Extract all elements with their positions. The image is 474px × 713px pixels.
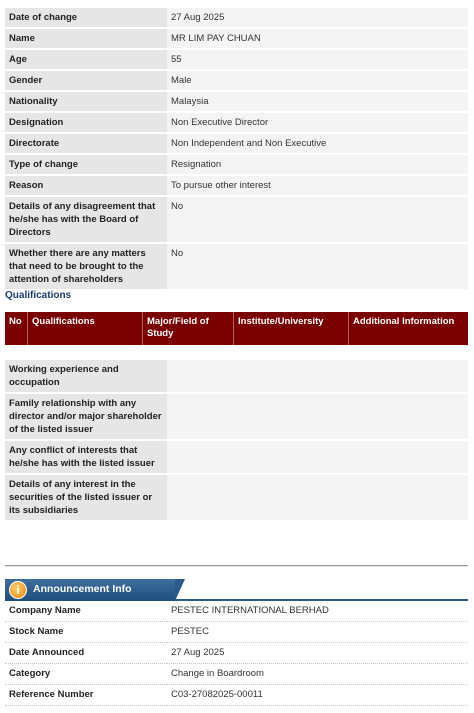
column-header-major: Major/Field of Study — [143, 312, 234, 345]
details-row — [5, 360, 468, 392]
field-value: To pursue other interest — [167, 176, 468, 195]
announcement-label: Stock Name — [5, 622, 167, 643]
field-label: Any conflict of interests that he/she has with the listed issuer — [5, 441, 167, 473]
details-row — [5, 8, 468, 27]
field-label: Whether there are any matters that need to be brought to the attention of shareholders — [5, 244, 167, 289]
field-value — [167, 441, 468, 473]
field-value: Non Independent and Non Executive — [167, 134, 468, 153]
announcement-label: Date Announced — [5, 643, 167, 664]
announcement-row — [5, 601, 468, 622]
field-label: Details of any disagreement that he/she has with the Board of Directors — [5, 197, 167, 242]
field-label: Date of change — [5, 8, 167, 27]
info-icon: i — [9, 581, 27, 599]
details-row — [5, 113, 468, 132]
qualifications-heading: Qualifications — [5, 290, 72, 301]
field-label: Nationality — [5, 92, 167, 111]
announcement-info-table — [5, 601, 468, 706]
announcement-row — [5, 664, 468, 685]
details-row — [5, 155, 468, 174]
announcement-info-title: Announcement Info — [33, 583, 132, 595]
change-details-table — [5, 6, 468, 291]
announcement-row — [5, 685, 468, 706]
announcement-value: PESTEC INTERNATIONAL BERHAD — [167, 601, 468, 622]
field-value — [167, 475, 468, 520]
announcement-row — [5, 643, 468, 664]
details-row — [5, 475, 468, 520]
details-row — [5, 394, 468, 439]
field-label: Designation — [5, 113, 167, 132]
details-row — [5, 441, 468, 473]
field-value: Male — [167, 71, 468, 90]
details-row — [5, 197, 468, 242]
details-row — [5, 50, 468, 69]
column-header-institute: Institute/University — [234, 312, 349, 345]
other-details-table — [5, 358, 468, 522]
field-value: Malaysia — [167, 92, 468, 111]
field-label: Gender — [5, 71, 167, 90]
qualifications-table — [5, 312, 468, 345]
field-value: Non Executive Director — [167, 113, 468, 132]
column-header-additional-info: Additional Information — [349, 312, 469, 345]
field-value: 27 Aug 2025 — [167, 8, 468, 27]
field-value — [167, 394, 468, 439]
field-label: Details of any interest in the securities of the listed issuer or its subsidiaries — [5, 475, 167, 520]
field-label: Family relationship with any director and/or major shareholder of the listed issuer — [5, 394, 167, 439]
announcement-info-header — [5, 579, 468, 601]
announcement-label: Reference Number — [5, 685, 167, 706]
field-label: Reason — [5, 176, 167, 195]
qualifications-header-row — [5, 312, 468, 345]
field-value: 55 — [167, 50, 468, 69]
field-value: No — [167, 197, 468, 242]
field-label: Type of change — [5, 155, 167, 174]
section-divider — [5, 565, 468, 567]
field-value: Resignation — [167, 155, 468, 174]
details-row — [5, 29, 468, 48]
field-label: Working experience and occupation — [5, 360, 167, 392]
details-row — [5, 92, 468, 111]
field-label: Directorate — [5, 134, 167, 153]
details-row — [5, 176, 468, 195]
announcement-value: C03-27082025-00011 — [167, 685, 468, 706]
announcement-label: Company Name — [5, 601, 167, 622]
field-value — [167, 360, 468, 392]
column-header-no: No — [5, 312, 28, 345]
announcement-label: Category — [5, 664, 167, 685]
announcement-info-tab — [5, 579, 175, 601]
field-label: Name — [5, 29, 167, 48]
field-value: No — [167, 244, 468, 289]
field-value: MR LIM PAY CHUAN — [167, 29, 468, 48]
details-row — [5, 134, 468, 153]
announcement-value: Change in Boardroom — [167, 664, 468, 685]
announcement-row — [5, 622, 468, 643]
field-label: Age — [5, 50, 167, 69]
column-header-qualifications: Qualifications — [28, 312, 143, 345]
announcement-value: 27 Aug 2025 — [167, 643, 468, 664]
details-row — [5, 244, 468, 289]
announcement-value: PESTEC — [167, 622, 468, 643]
details-row — [5, 71, 468, 90]
